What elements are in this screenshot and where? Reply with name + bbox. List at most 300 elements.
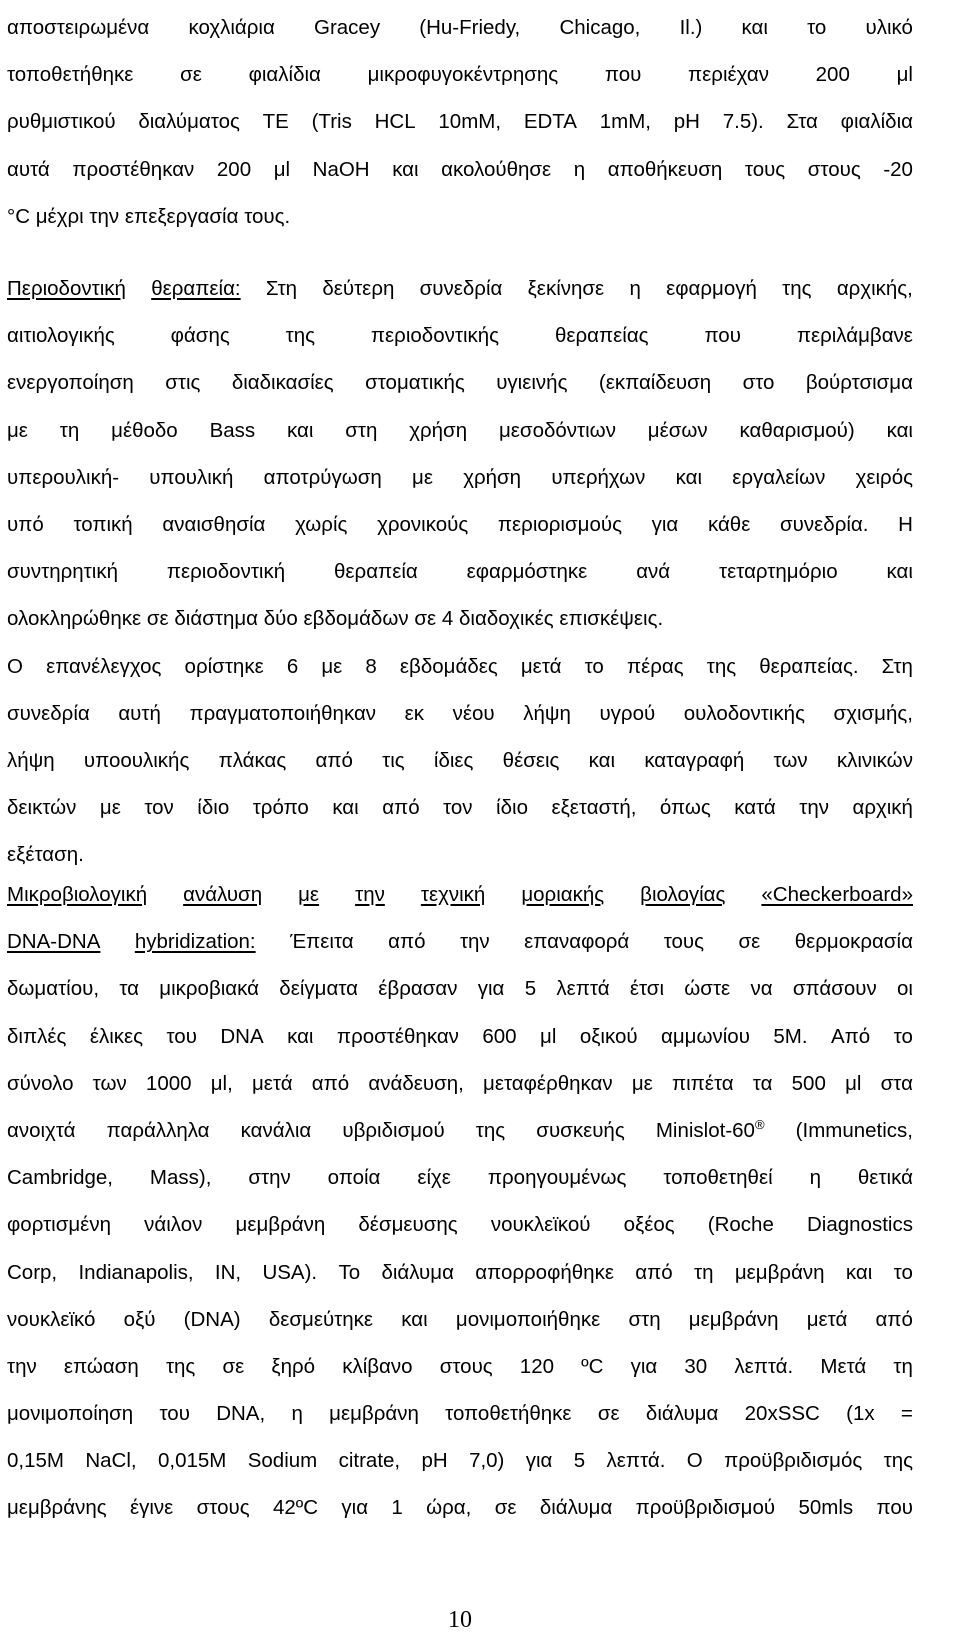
word: δεσμεύτηκε: [268, 1307, 374, 1331]
word: που: [876, 1496, 913, 1520]
word: (Roche: [707, 1213, 774, 1237]
word: συσκευής: [536, 1118, 625, 1142]
word: USA).: [262, 1260, 318, 1284]
word: το: [893, 1024, 913, 1048]
section-heading-word: την: [355, 883, 385, 906]
paragraph-checkerboard-analysis: [7, 871, 913, 1532]
word: η: [573, 157, 586, 181]
word: χρονικούς: [377, 512, 469, 536]
word: νάιλον: [144, 1213, 203, 1237]
word: της: [706, 654, 737, 678]
word: citrate,: [338, 1449, 401, 1473]
word: μέσων: [647, 418, 708, 442]
word: τη: [694, 1260, 714, 1284]
registered-mark: ®: [754, 1116, 765, 1132]
word: 120: [519, 1354, 555, 1378]
word: αποθήκευση: [607, 157, 723, 181]
word: υβριδισμού: [342, 1118, 445, 1142]
section-heading-word: μοριακής: [521, 883, 605, 906]
word: υπό: [7, 512, 44, 536]
word: Έπειτα: [290, 930, 354, 954]
word: αυτά: [7, 157, 50, 181]
word: κατά: [734, 796, 776, 820]
section-heading-word: Περιοδοντική: [7, 277, 126, 300]
word: αποτρύγωση: [263, 465, 382, 489]
word: 5Μ.: [773, 1024, 808, 1048]
word: DNA,: [216, 1402, 266, 1426]
page-number: 10: [448, 1607, 472, 1633]
word: ανοιχτά: [7, 1118, 76, 1142]
word: με: [7, 418, 28, 442]
word: HCL: [374, 110, 416, 134]
word: νέου: [452, 701, 495, 725]
word: (Hu-Friedy,: [419, 16, 521, 39]
word: °C: [7, 204, 31, 228]
word: 200: [216, 157, 252, 181]
word: μl: [273, 157, 291, 181]
word: να: [750, 977, 773, 1001]
section-heading-word: τεχνική: [420, 883, 486, 906]
word: επαναφορά: [524, 930, 630, 954]
word: δέσμευσης: [358, 1213, 458, 1237]
word: κλινικών: [836, 748, 913, 772]
word: Το: [338, 1260, 361, 1284]
word: 8: [365, 654, 377, 678]
word: στους: [196, 1496, 250, 1520]
word: λήψη: [7, 748, 55, 772]
word: τη: [59, 418, 80, 442]
word: κοχλιάρια: [188, 16, 275, 39]
word: 1mM,: [599, 110, 651, 134]
text-line: [7, 1154, 913, 1201]
word: φάσης: [170, 324, 230, 348]
word: μεταφέρθηκαν: [483, 1071, 613, 1095]
word: φορτισμένη: [7, 1213, 111, 1237]
word: χρήση: [463, 465, 522, 489]
word: τις: [382, 748, 405, 772]
word: αρχική: [852, 796, 913, 820]
word: προϋβριδισμού: [635, 1496, 776, 1520]
word: την: [7, 1354, 37, 1378]
word: βούρτσισμα: [805, 371, 913, 395]
word: Gracey: [314, 16, 381, 39]
word: EDTA: [523, 110, 577, 134]
word: με: [321, 654, 343, 678]
text-line: [7, 690, 913, 737]
word: το: [807, 16, 827, 39]
word: Η: [898, 512, 913, 536]
word: προϋβριδισμός: [724, 1449, 863, 1473]
text-line: [7, 501, 913, 548]
text-line: [7, 965, 913, 1012]
word: και: [845, 1260, 873, 1284]
word: εργαλείων: [732, 465, 826, 489]
word: νουκλεϊκού: [490, 1213, 591, 1237]
word: (1x: [846, 1402, 875, 1426]
word: σχισμής,: [833, 701, 913, 725]
word: με: [631, 1071, 653, 1095]
word: τους: [663, 930, 705, 954]
word: 0,015M: [157, 1449, 227, 1473]
word: φιαλίδια: [248, 63, 321, 87]
word: για: [477, 977, 505, 1001]
word: τους: [744, 157, 786, 181]
word: των: [92, 1071, 127, 1095]
word: εφαρμόστηκε: [466, 560, 588, 584]
word: θέσεις: [502, 748, 560, 772]
word: σύνολο: [7, 1071, 74, 1095]
word: μεμβράνη: [688, 1307, 779, 1331]
word: δύο: [263, 607, 298, 631]
word: υπουλική: [149, 465, 234, 489]
word: τοπική: [73, 512, 133, 536]
text-line: [7, 1296, 913, 1343]
text-line: [7, 784, 913, 831]
word: διαδοχικές: [459, 607, 554, 631]
paragraph-sample-storage: [7, 4, 913, 240]
word: μετά: [251, 1071, 293, 1095]
word: Minislot-60®: [655, 1116, 765, 1142]
text-line: [7, 1249, 913, 1296]
text-line: [7, 454, 913, 501]
word: 0,15M: [7, 1449, 64, 1473]
text-line: [7, 193, 913, 240]
word: της: [782, 277, 812, 300]
word: διπλές: [7, 1024, 67, 1048]
word: συνεδρία: [419, 277, 503, 300]
word: τοποθετηθεί: [663, 1166, 773, 1190]
text-line: [7, 1437, 913, 1484]
word: σε: [414, 607, 437, 631]
word: επανέλεγχος: [46, 654, 162, 678]
section-heading-word: Μικροβιολογική: [7, 883, 148, 906]
word: φιαλίδια: [840, 110, 913, 134]
word: και: [332, 796, 359, 820]
word: θεραπείας: [554, 324, 649, 348]
word: δείγματα: [279, 977, 358, 1001]
word: υποουλικής: [83, 748, 190, 772]
word: (εκπαίδευση: [598, 371, 712, 395]
word: 7.5).: [722, 110, 764, 134]
word: πραγματοποιήθηκαν: [189, 701, 377, 725]
word: σε: [494, 1496, 517, 1520]
word: 50mls: [798, 1496, 854, 1520]
word: αρχικής,: [836, 277, 913, 300]
word: περιέχαν: [688, 63, 769, 87]
word: ολοκληρώθηκε: [7, 607, 142, 631]
word: του: [166, 1024, 197, 1048]
word: μέθοδο: [111, 418, 178, 442]
word: περιοδοντική: [166, 560, 286, 584]
word: μl,: [210, 1071, 233, 1095]
word: από: [315, 748, 353, 772]
word: του: [159, 1402, 190, 1426]
word: αμμωνίου: [661, 1024, 750, 1048]
word: (Immunetics,: [795, 1118, 913, 1142]
word: Il.): [679, 16, 703, 39]
word: που: [704, 324, 741, 348]
word: η: [629, 277, 641, 300]
word: στην: [248, 1166, 291, 1190]
word: μεμβράνη: [734, 1260, 825, 1284]
word: από: [388, 930, 426, 954]
word: κλίβανο: [342, 1354, 413, 1378]
word: -20: [883, 157, 913, 181]
word: διάλυμα: [645, 1402, 719, 1426]
word: υπερήχων: [551, 465, 646, 489]
word: εξεταστή,: [551, 796, 637, 820]
word: τρόπο: [252, 796, 309, 820]
word: pH: [421, 1449, 448, 1473]
word: και: [392, 157, 419, 181]
word: IN,: [214, 1260, 242, 1284]
word: η: [291, 1402, 303, 1426]
word: ενεργοποίηση: [7, 371, 134, 395]
word: δεύτερη: [322, 277, 395, 300]
word: ίδιο: [197, 796, 230, 820]
word: ανάδευση,: [368, 1071, 464, 1095]
word: ακολούθησε: [441, 157, 552, 181]
word: συνεδρία.: [780, 512, 869, 536]
word: 20xSSC: [744, 1402, 820, 1426]
word: στοματικής: [365, 371, 465, 395]
text-line: [7, 407, 913, 454]
word: ºC: [581, 1354, 604, 1378]
word: υπερουλική-: [7, 465, 120, 489]
word: και: [286, 418, 314, 442]
word: της: [165, 1354, 196, 1378]
word: με: [99, 796, 121, 820]
text-line: [7, 1484, 913, 1531]
word: πιπέτα: [671, 1071, 734, 1095]
word: τοποθετήθηκε: [445, 1402, 572, 1426]
text-line: [7, 1107, 913, 1154]
word: το: [893, 1260, 913, 1284]
word: προστέθηκαν: [72, 157, 195, 181]
word: εκ: [404, 701, 425, 725]
word: που: [604, 63, 642, 87]
word: μικροβιακά: [159, 977, 260, 1001]
word: θεραπείας.: [759, 654, 859, 678]
word: στη: [628, 1307, 661, 1331]
word: χειρός: [855, 465, 913, 489]
text-line: [7, 1343, 913, 1390]
word: στη: [345, 418, 378, 442]
word: ορίστηκε: [184, 654, 264, 678]
word: εβδομάδων: [303, 607, 409, 631]
word: πέρας: [626, 654, 684, 678]
word: διάλυμα: [381, 1260, 454, 1284]
word: ξηρό: [271, 1354, 316, 1378]
word: μέχρι: [35, 204, 84, 228]
section-heading-word: «Checkerboard»: [761, 883, 913, 906]
word: οποία: [327, 1166, 381, 1190]
word: τοποθετήθηκε: [7, 63, 134, 87]
text-line: [7, 1390, 913, 1437]
word: σε: [146, 607, 169, 631]
word: Μετά: [820, 1354, 867, 1378]
word: έτσι: [629, 977, 665, 1001]
word: επώαση: [63, 1354, 139, 1378]
word: νουκλεϊκό: [7, 1307, 96, 1331]
word: οι: [897, 977, 913, 1001]
word: καταγραφή: [644, 748, 745, 772]
word: 1000: [145, 1071, 192, 1095]
word: 6: [286, 654, 299, 678]
word: συνεδρία: [7, 701, 90, 725]
word: μεμβράνης: [7, 1496, 107, 1520]
text-line: [7, 1060, 913, 1107]
word: αιτιολογικής: [7, 324, 115, 348]
section-heading-word: βιολογίας: [640, 883, 726, 906]
word: και: [588, 748, 616, 772]
paragraph-periodontal-therapy: [7, 265, 913, 878]
text-line: [7, 51, 913, 98]
word: μεμβράνη: [329, 1402, 419, 1426]
word: NaOH: [312, 157, 370, 181]
word: της: [285, 324, 315, 348]
word: ξεκίνησε: [527, 277, 605, 300]
word: από: [635, 1260, 673, 1284]
text-line: [7, 98, 913, 145]
word: 4: [441, 607, 454, 631]
word: για: [525, 1449, 553, 1473]
word: pH: [673, 110, 700, 134]
word: διάστημα: [174, 607, 259, 631]
word: από: [382, 796, 420, 820]
word: έβρασαν: [378, 977, 458, 1001]
word: έλικες: [89, 1024, 144, 1048]
word: μεμβράνη: [235, 1213, 326, 1237]
word: στους: [439, 1354, 493, 1378]
word: της: [883, 1449, 913, 1473]
word: καθαρισμού): [739, 418, 855, 442]
section-heading-word: ανάλυση: [183, 883, 263, 906]
word: στις: [165, 371, 201, 395]
word: στο: [742, 371, 775, 395]
word: κανάλια: [240, 1118, 312, 1142]
word: είχε: [417, 1166, 451, 1190]
word: Diagnostics: [807, 1213, 913, 1237]
word: την: [89, 204, 120, 228]
text-line: [7, 643, 913, 690]
word: περιοδοντικής: [370, 324, 500, 348]
word: δωματίου,: [7, 977, 100, 1001]
word: και: [886, 418, 913, 442]
word: θετικά: [857, 1166, 913, 1190]
text-line: [7, 595, 913, 642]
word: ανά: [636, 560, 671, 584]
word: τη: [893, 1354, 913, 1378]
section-heading-word: θεραπεία:: [151, 277, 241, 300]
word: ΤΕ: [262, 110, 289, 134]
section-heading-word: hybridization:: [134, 930, 256, 954]
word: Mass),: [149, 1166, 212, 1190]
word: έγινε: [129, 1496, 174, 1520]
word: επεξεργασία: [124, 204, 239, 228]
word: και: [741, 16, 768, 39]
text-line: [7, 4, 913, 51]
word: για: [341, 1496, 369, 1520]
word: επισκέψεις.: [559, 607, 664, 631]
word: παράλληλα: [106, 1118, 210, 1142]
word: μl: [845, 1071, 862, 1095]
word: σε: [738, 930, 761, 954]
text-line: [7, 359, 913, 406]
word: με: [412, 465, 433, 489]
word: των: [773, 748, 808, 772]
word: (Tris: [311, 110, 352, 134]
word: απορροφήθηκε: [475, 1260, 614, 1284]
word: μεσοδόντιων: [498, 418, 616, 442]
word: DNA: [220, 1024, 264, 1048]
word: χρήση: [409, 418, 468, 442]
word: 600: [482, 1024, 517, 1048]
word: μετά: [806, 1307, 848, 1331]
word: για: [651, 512, 679, 536]
word: κάθε: [707, 512, 751, 536]
text-line: [7, 146, 913, 193]
word: το: [584, 654, 604, 678]
text-line: [7, 1013, 913, 1060]
word: προστέθηκαν: [336, 1024, 459, 1048]
word: αποστειρωμένα: [7, 16, 150, 39]
word: Sodium: [247, 1449, 318, 1473]
word: 10mM,: [438, 110, 502, 134]
text-line: [7, 265, 913, 312]
word: σπάσουν: [792, 977, 877, 1001]
word: σε: [222, 1354, 245, 1378]
word: Corp,: [7, 1260, 58, 1284]
word: από: [875, 1307, 913, 1331]
word: λεπτά.: [734, 1354, 794, 1378]
text-line: [7, 918, 913, 965]
word: δεικτών: [7, 796, 77, 820]
word: και: [287, 1024, 314, 1048]
word: NaCl,: [85, 1449, 137, 1473]
word: τον: [144, 796, 174, 820]
word: την: [799, 796, 829, 820]
word: 5: [573, 1449, 586, 1473]
word: τα: [119, 977, 139, 1001]
word: θεραπεία: [334, 560, 418, 584]
word: μικροφυγοκέντρησης: [367, 63, 559, 87]
word: τεταρτημόριο: [719, 560, 838, 584]
word: την: [459, 930, 490, 954]
word: Στη: [265, 277, 298, 300]
word: στα: [880, 1071, 913, 1095]
word: υγιεινής: [496, 371, 568, 395]
word: 30: [684, 1354, 708, 1378]
word: στους: [807, 157, 861, 181]
word: ώρα,: [426, 1496, 472, 1520]
word: 42ºC: [272, 1496, 319, 1520]
word: από: [311, 1071, 350, 1095]
word: 200: [815, 63, 850, 87]
word: διάλυμα: [539, 1496, 613, 1520]
word: λεπτά.: [606, 1449, 666, 1473]
word: Στη: [881, 654, 913, 678]
word: Cambridge,: [7, 1166, 113, 1190]
word: Indianapolis,: [78, 1260, 194, 1284]
word: μl: [540, 1024, 557, 1048]
word: τους.: [244, 204, 291, 228]
word: ίδιο: [496, 796, 528, 820]
word: ίδιες: [433, 748, 474, 772]
word: συντηρητική: [7, 560, 118, 584]
word: σε: [597, 1402, 620, 1426]
word: και: [401, 1307, 428, 1331]
